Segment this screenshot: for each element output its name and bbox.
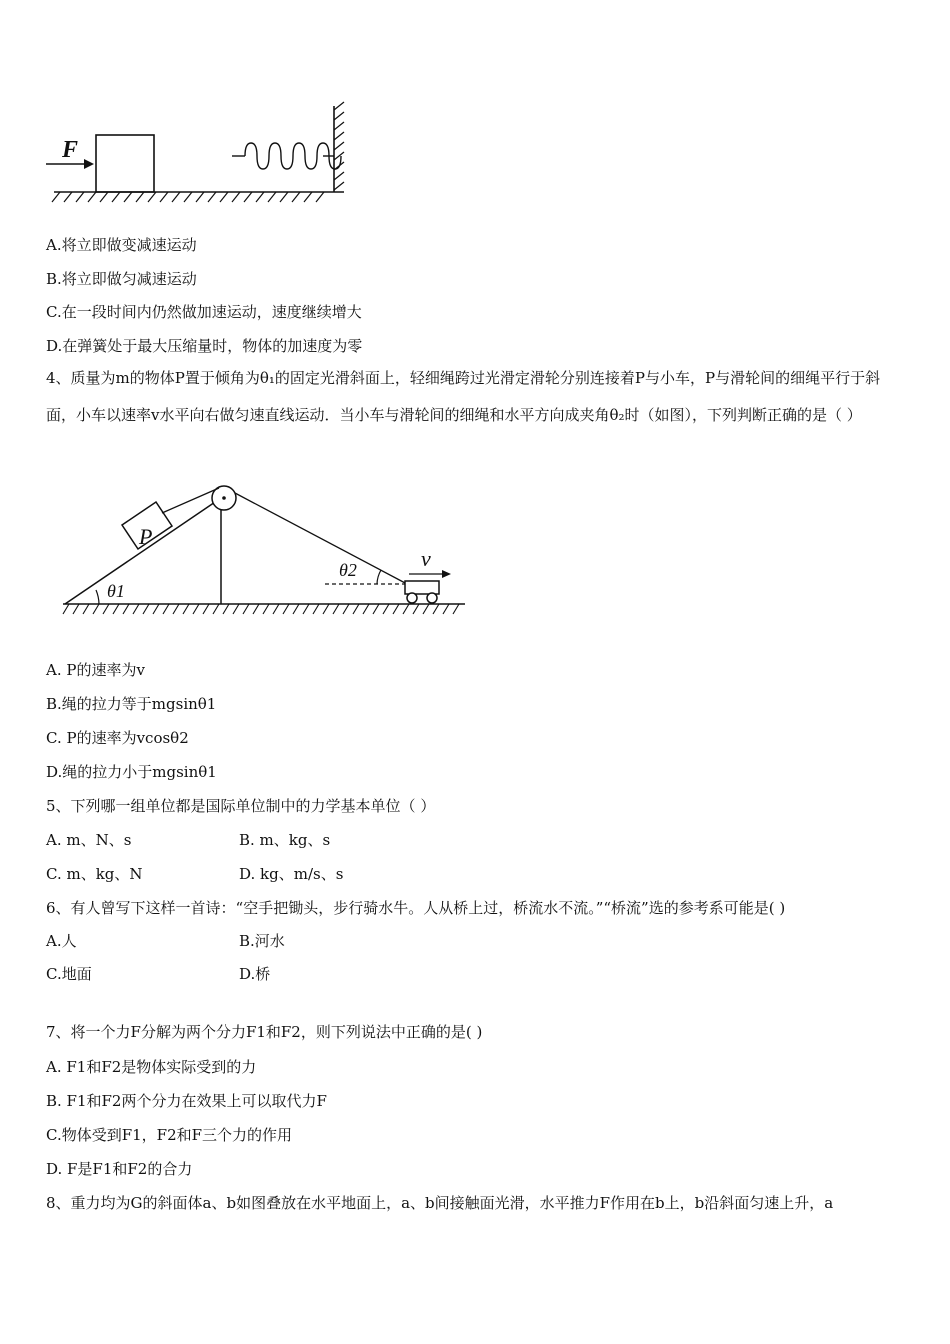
q4-option-b: B.绳的拉力等于mgsinθ1 [46, 695, 217, 713]
block-label: P [139, 524, 153, 549]
q7-option-c: C.物体受到F1，F2和F三个力的作用 [46, 1126, 293, 1144]
q4-option-c: C. P的速率为vcosθ2 [46, 729, 189, 747]
force-label: F [62, 137, 79, 163]
q4-stem: 4、质量为m的物体P置于倾角为θ₁的固定光滑斜面上，轻细绳跨过光滑定滑轮分别连接着P与小车，P与滑轮间的细绳平行于斜面，小车以速率v水平向右做匀速直线运动．当小车与滑轮间的细绳和水平方向成夹角θ₂时（如图），下列判断正确的是（ ） [46, 369, 881, 424]
q6-option-a: A.人 [46, 932, 77, 950]
incline-pulley-figure [55, 478, 475, 623]
q4-option-d: D.绳的拉力小于mgsinθ1 [46, 763, 217, 781]
q3-option-d: D.在弹簧处于最大压缩量时，物体的加速度为零 [46, 337, 363, 355]
q7-stem: 7、将一个力F分解为两个分力F1和F2，则下列说法中正确的是( ) [46, 1023, 483, 1041]
q3-option-c: C.在一段时间内仍然做加速运动，速度继续增大 [46, 303, 362, 321]
q4-option-a: A. P的速率为v [46, 661, 145, 679]
block-spring-figure [40, 100, 360, 210]
velocity-label: v [421, 546, 431, 571]
q6-option-b: B.河水 [239, 932, 285, 950]
q3-option-a: A.将立即做变减速运动 [46, 236, 197, 254]
q7-option-a: A. F1和F2是物体实际受到的力 [46, 1058, 257, 1076]
q5-option-d: D. kg、m/s、s [239, 865, 344, 883]
q5-option-a: A. m、N、s [46, 831, 132, 849]
q7-option-d: D. F是F1和F2的合力 [46, 1160, 193, 1178]
q6-option-c: C.地面 [46, 965, 92, 983]
theta1-label: θ1 [107, 581, 125, 601]
q5-stem: 5、下列哪一组单位都是国际单位制中的力学基本单位（ ） [46, 797, 436, 815]
q5-option-c: C. m、kg、N [46, 865, 143, 883]
q3-option-b: B.将立即做匀减速运动 [46, 270, 197, 288]
q6-stem: 6、有人曾写下这样一首诗：“空手把锄头，步行骑水牛。人从桥上过，桥流水不流。”“桥流”选的参考系可能是( ) [46, 899, 786, 917]
q7-option-b: B. F1和F2两个分力在效果上可以取代力F [46, 1092, 327, 1110]
q5-option-b: B. m、kg、s [239, 831, 331, 849]
theta2-label: θ2 [339, 560, 357, 580]
q6-option-d: D.桥 [239, 965, 271, 983]
q8-stem: 8、重力均为G的斜面体a、b如图叠放在水平地面上，a、b间接触面光滑，水平推力F作用在b上，b沿斜面匀速上升，a [46, 1194, 834, 1212]
